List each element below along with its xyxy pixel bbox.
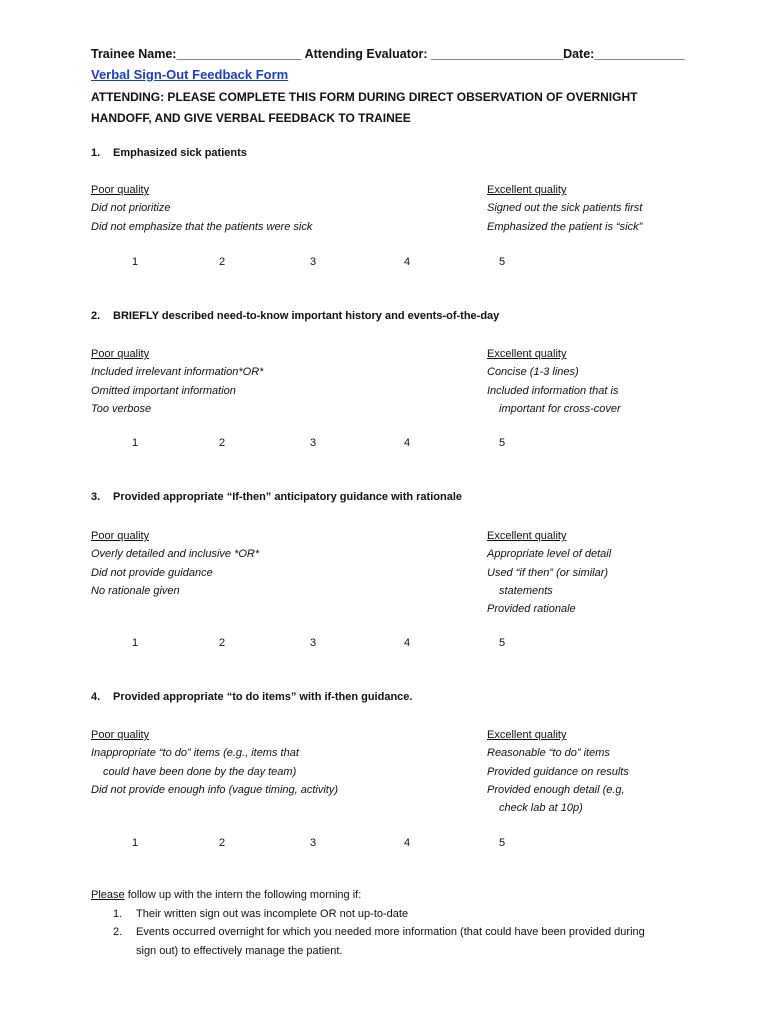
rating-option-2: 2	[219, 256, 226, 268]
excellent-quality-item: Included information that is	[487, 384, 619, 397]
section-1-title	[91, 147, 247, 159]
excellent-quality-item: Emphasized the patient is “sick”	[487, 220, 643, 233]
poor-quality-item: Inappropriate “to do” items (e.g., items that	[91, 747, 299, 760]
rating-option-3: 3	[310, 637, 317, 649]
excellent-quality-item: check lab at 10p)	[499, 802, 583, 815]
form-title: Verbal Sign-Out Feedback Form	[91, 67, 289, 82]
poor-quality-heading: Poor quality	[91, 530, 150, 542]
followup-item-text-continued: sign out) to effectively manage the patient.	[136, 944, 343, 957]
rating-option-5: 5	[499, 256, 506, 268]
poor-quality-item: Omitted important information	[91, 384, 236, 397]
rating-option-4: 4	[404, 637, 411, 649]
rating-option-2: 2	[219, 837, 226, 849]
rating-option-1: 1	[132, 837, 139, 849]
excellent-quality-item: Provided enough detail (e.g,	[487, 783, 625, 796]
rating-option-5: 5	[499, 837, 506, 849]
excellent-quality-item: Signed out the sick patients first	[487, 202, 643, 215]
rating-option-1: 1	[132, 256, 139, 268]
section-3-title-text: Provided appropriate “If-then” anticipatory guidance with rationale	[113, 491, 462, 503]
excellent-quality-item: Appropriate level of detail	[487, 548, 612, 561]
poor-quality-item: Included irrelevant information*OR*	[91, 366, 264, 379]
excellent-quality-item: Provided guidance on results	[487, 765, 629, 778]
rating-option-5: 5	[499, 637, 506, 649]
poor-quality-heading: Poor quality	[91, 184, 150, 196]
followup-lead-text: follow up with the intern the following morning if:	[124, 889, 362, 901]
section-3-title	[91, 491, 462, 503]
poor-quality-item: Did not emphasize that the patients were sick	[91, 220, 313, 233]
section-4-poor-column	[91, 726, 338, 799]
rating-option-3: 3	[310, 437, 317, 449]
poor-quality-item: Did not provide guidance	[91, 566, 213, 579]
section-1-excellent-column	[487, 181, 642, 236]
section-2-title	[91, 310, 499, 322]
attending-instruction: ATTENDING: PLEASE COMPLETE THIS FORM DURING DIRECT OBSERVATION OF OVERNIGHT HANDOFF, AND GIVE VERBAL FEEDBACK TO TRAINEE	[91, 90, 638, 125]
excellent-quality-item: statements	[499, 584, 553, 597]
section-1-title-text: Emphasized sick patients	[113, 147, 247, 159]
followup-item-2	[113, 923, 713, 963]
excellent-quality-item: Provided rationale	[487, 603, 576, 616]
poor-quality-item: No rationale given	[91, 584, 180, 597]
rating-option-2: 2	[219, 637, 226, 649]
followup-item-text: Their written sign out was incomplete OR not up-to-date	[136, 908, 409, 920]
followup-item-1	[113, 905, 713, 925]
rating-option-1: 1	[132, 437, 139, 449]
rating-option-4: 4	[404, 256, 411, 268]
section-2-number: 2.	[91, 310, 101, 322]
followup-item-text: Events occurred overnight for which you needed more information (that could have been provided during	[136, 926, 645, 938]
section-4-title-text: Provided appropriate “to do items” with if-then guidance.	[113, 691, 413, 703]
excellent-quality-item: Used “if then” (or similar)	[487, 566, 609, 579]
excellent-quality-item: Concise (1-3 lines)	[487, 366, 579, 379]
poor-quality-heading: Poor quality	[91, 348, 150, 360]
section-4-excellent-column	[487, 726, 629, 817]
excellent-quality-item: Reasonable “to do” items	[487, 747, 610, 760]
section-2-title-text: BRIEFLY described need-to-know important history and events-of-the-day	[113, 310, 500, 322]
poor-quality-heading: Poor quality	[91, 729, 150, 741]
section-2-excellent-column	[487, 345, 621, 418]
section-4-number: 4.	[91, 691, 101, 703]
poor-quality-item: Did not provide enough info (vague timing, activity)	[91, 783, 339, 796]
rating-option-5: 5	[499, 437, 506, 449]
section-1-poor-column	[91, 181, 312, 236]
section-1-number: 1.	[91, 147, 101, 159]
rating-option-3: 3	[310, 256, 317, 268]
header-fields-line: Trainee Name:__________________ Attending Evaluator: ___________________Date:_____________	[91, 47, 685, 61]
section-3-poor-column	[91, 527, 259, 600]
poor-quality-item: Did not prioritize	[91, 202, 171, 215]
rating-option-4: 4	[404, 437, 411, 449]
rating-option-1: 1	[132, 637, 139, 649]
section-2-poor-column	[91, 345, 263, 418]
followup-item-number: 2.	[113, 926, 123, 938]
poor-quality-item: Overly detailed and inclusive *OR*	[91, 548, 260, 561]
excellent-quality-item: important for cross-cover	[499, 402, 621, 415]
followup-lead-underlined: Please	[91, 889, 125, 901]
excellent-quality-heading: Excellent quality	[487, 184, 567, 196]
poor-quality-item: Too verbose	[91, 402, 152, 415]
rating-option-4: 4	[404, 837, 411, 849]
excellent-quality-heading: Excellent quality	[487, 530, 567, 542]
section-4-title	[91, 691, 412, 703]
rating-option-2: 2	[219, 437, 226, 449]
section-3-excellent-column	[487, 527, 611, 618]
followup-item-number: 1.	[113, 908, 123, 920]
section-3-number: 3.	[91, 491, 101, 503]
followup-intro	[91, 886, 361, 905]
poor-quality-item: could have been done by the day team)	[103, 765, 297, 778]
rating-option-3: 3	[310, 837, 317, 849]
excellent-quality-heading: Excellent quality	[487, 348, 567, 360]
excellent-quality-heading: Excellent quality	[487, 729, 567, 741]
